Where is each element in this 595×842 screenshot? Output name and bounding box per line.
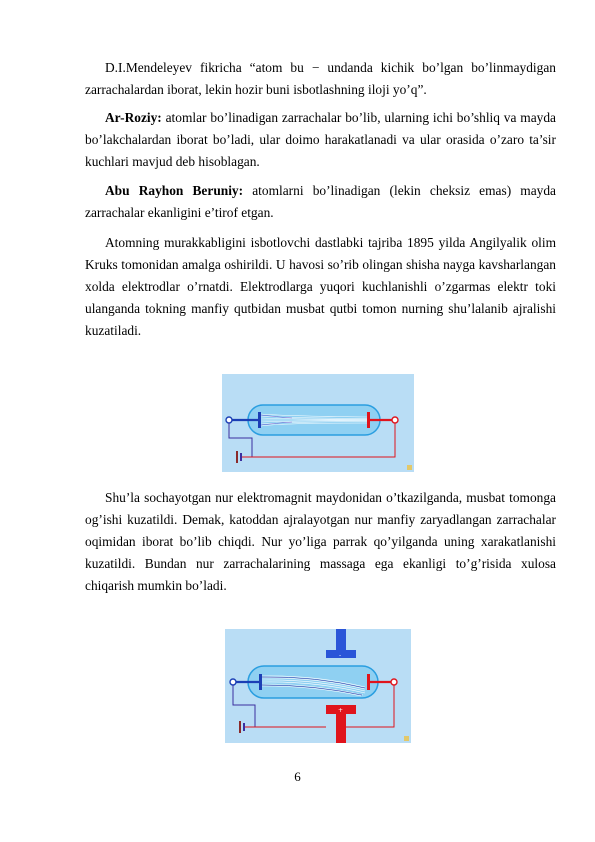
- paragraph-text: atomlar bo’linadigan zarrachalar bo’lib, ularning ichi bo’shliq va mayda bo’lakchalardan iborat bo’ladi, ular doimo harakatlanadi va ular orasida o’zaro ta’sir kuchlari mavjud deb hisoblagan.: [85, 110, 556, 170]
- magnet-bottom: [336, 713, 346, 743]
- magnetic-deflection-figure: [225, 629, 411, 743]
- paragraph-lead: Abu Rayhon Beruniy:: [105, 183, 244, 198]
- cathode-plate: [258, 412, 261, 428]
- cathode-terminal: [226, 417, 232, 423]
- paragraph-mendeleyev: [85, 57, 556, 101]
- anode-plate: [367, 674, 370, 690]
- paragraph-beruniy: [85, 180, 556, 224]
- page-number: 6: [294, 769, 301, 784]
- corner-mark: [404, 736, 409, 741]
- anode-terminal: [391, 679, 397, 685]
- minus-sign: -: [339, 652, 342, 659]
- crookes-tube-figure: [222, 374, 414, 472]
- paragraph-text: Shu’la sochayotgan nur elektromagnit maydonidan o’tkazilganda, musbat tomonga og’ishi kuzatildi. Demak, katoddan ajralayotgan nur manfiy zaryadlangan zarrachalar oqimidan iborat bo’lib chiqdi. Nur yo’liga parrak qo’yilganda uning xarakatlanishi kuzatildi. Bundan nur zarrachalarining massaga ega ekanligi to’g’risida xulosa chiqarish mumkin bo’ladi.: [85, 490, 556, 594]
- magnet-top: [336, 629, 346, 651]
- plus-sign: +: [338, 707, 344, 714]
- anode-plate: [367, 412, 370, 428]
- paragraph-text: Atomning murakkabligini isbotlovchi dastlabki tajriba 1895 yilda Angilyalik olim Kruks tomonidan amalga oshirildi. U havosi so’rib olingan shisha nayga kavsharlangan xolda elektrodlar o’rnatdi. Elektrodlarga yuqori kuchlanishli o’zgarmas elektr toki ulanganda tokning manfiy qutbidan musbat qutbi tomon nurning shu’lalanib ajralishi kuzatiladi.: [85, 235, 556, 339]
- battery: [236, 451, 238, 463]
- corner-mark: [407, 465, 412, 470]
- anode-terminal: [392, 417, 398, 423]
- paragraph-text: atomlarni bo’linadigan (lekin cheksiz emas) mayda zarrachalar ekanligini e’tirof etgan.: [85, 183, 556, 221]
- paragraph-text: D.I.Mendeleyev fikricha “atom bu − undanda kichik bo’lgan bo’linmaydigan zarrachalardan iborat, lekin hozir buni isbotlashning iloji yo’q”.: [85, 60, 556, 98]
- battery: [239, 721, 241, 733]
- cathode-plate: [259, 674, 262, 690]
- paragraph-deflection: [85, 487, 556, 597]
- paragraph-kruks: [85, 232, 556, 342]
- paragraph-lead: Ar-Roziy:: [105, 110, 162, 125]
- paragraph-ar-roziy: [85, 107, 556, 173]
- cathode-terminal: [230, 679, 236, 685]
